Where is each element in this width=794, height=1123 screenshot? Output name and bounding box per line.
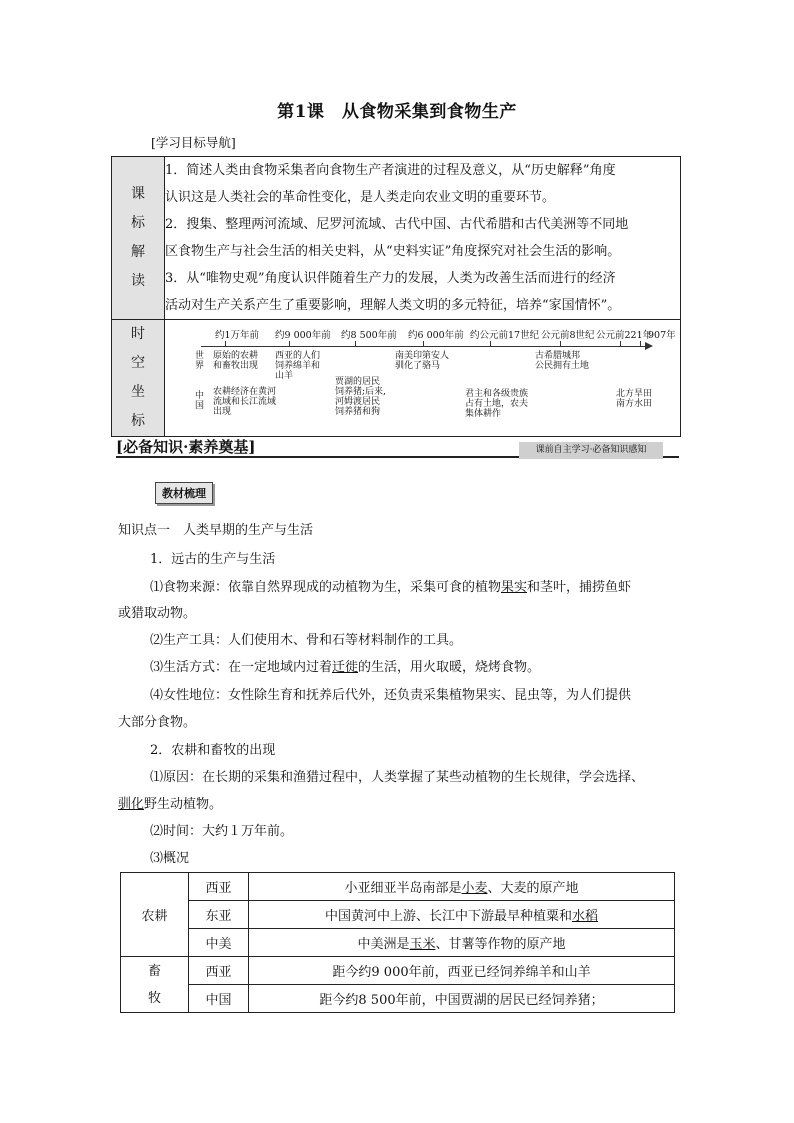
paragraph: ⑶概况 (150, 851, 190, 866)
timeline-cell (165, 320, 681, 437)
subheading: 2．农耕和畜牧的出现 (150, 743, 276, 758)
timeline-label: 约8 500年前 (341, 330, 397, 341)
timeline-label: 907年 (648, 330, 676, 341)
timeline-arrow-icon (645, 342, 653, 350)
timeline-label: 公元前8世纪 (541, 330, 595, 341)
timeline-label: 约6 000年前 (408, 330, 464, 341)
world-note: 西亚的人们 饲养绵羊和 山羊 (275, 351, 321, 381)
description-cell: 距今约8 500年前，中国贾湖的居民已经饲养猪； (249, 985, 675, 1013)
region-cell: 东亚 (189, 901, 249, 929)
china-note: 北方旱田 南方水田 (616, 389, 653, 409)
timeline-tick (355, 341, 356, 346)
subheading: 1．远古的生产与生活 (150, 552, 276, 567)
section-banner: [必备知识·素养奠基] (116, 438, 256, 456)
paragraph-cont: 或猎取动物。 (118, 606, 197, 621)
knowledge-point-heading: 知识点一 人类早期的生产与生活 (118, 523, 314, 538)
study-goal-label: [学习目标导航] (151, 135, 236, 150)
region-cell: 中国 (189, 985, 249, 1013)
timeline-label: 约9 000年前 (275, 330, 331, 341)
standard-line: 认识这是人类社会的革命性变化，是人类走向农业文明的重要环节。 (165, 190, 556, 205)
timeline-tick (560, 341, 561, 346)
curriculum-standards (165, 157, 681, 320)
description-cell: 中美洲是玉米、甘薯等作物的原产地 (249, 929, 675, 957)
china-note: 贾湖的居民 饲养猪;后来, 河姆渡居民 饲养猪和狗 (335, 377, 386, 417)
farming-category: 农耕 (121, 873, 189, 957)
timeline-label: 约公元前17世纪 (470, 330, 540, 341)
timeline-label: 公元前221年 (596, 330, 653, 341)
world-region-label: 世 界 (195, 351, 205, 371)
region-cell: 西亚 (189, 873, 249, 901)
region-cell: 西亚 (189, 957, 249, 985)
timeline-axis (201, 346, 649, 347)
table-row (121, 873, 675, 901)
timeline-tick (225, 341, 226, 346)
timeline-tick (490, 341, 491, 346)
herding-category: 畜 牧 (121, 957, 189, 1013)
objectives-table (111, 156, 681, 437)
section-tag: 课前自主学习·必备知识感知 (519, 442, 663, 459)
timeline-label: 约1万年前 (215, 330, 260, 341)
paragraph-cont: 大部分食物。 (118, 715, 197, 730)
timeline (165, 323, 680, 433)
material-heading-box: 教材梳理 (155, 482, 213, 504)
standard-line: 3．从“唯物史观”角度认识伴随着生产力的发展，人类为改善生活而进行的经济 (165, 271, 616, 286)
china-note: 君主和各级贵族 占有土地，农夫 集体耕作 (465, 389, 529, 419)
table-row (121, 957, 675, 985)
description-cell: 小亚细亚半岛南部是小麦、大麦的原产地 (249, 873, 675, 901)
farming-herding-table (120, 872, 675, 1013)
paragraph: ⑵生产工具：人们使用木、骨和石等材料制作的工具。 (150, 633, 463, 648)
region-cell: 中美 (189, 929, 249, 957)
standard-line: 活动对生产关系产生了重要影响，理解人类文明的多元特征，培养“家国情怀”。 (165, 298, 621, 313)
paragraph: ⑵时间：大约１万年前。 (150, 824, 294, 839)
standard-line: 区食物生产与社会生活的相关史料，从“史料实证”角度探究对社会生活的影响。 (165, 244, 621, 259)
paragraph: ⑴原因：在长期的采集和渔猎过程中，人类掌握了某些动植物的生长规律，学会选择、 (150, 770, 645, 785)
world-note: 南美印第安人 驯化了骆马 (395, 351, 450, 371)
page-title: 第1课 从食物采集到食物生产 (277, 102, 517, 122)
curriculum-side-label: 课 标 解 读 (112, 157, 165, 320)
paragraph: ⑶生活方式：在一定地域内过着迁徙的生活，用火取暖，烧烤食物。 (150, 660, 541, 675)
timeline-tick (640, 341, 641, 346)
paragraph: ⑷女性地位：女性除生育和抚养后代外，还负责采集植物果实、昆虫等，为人们提供 (150, 688, 632, 703)
timeline-tick (289, 341, 290, 346)
description-cell: 中国黄河中上游、长江中下游最早种植粟和水稻 (249, 901, 675, 929)
table-row (121, 929, 675, 957)
world-note: 原始的农耕 和畜牧出现 (213, 351, 259, 371)
paragraph: ⑴食物来源：依靠自然界现成的动植物为生，采集可食的植物果实和茎叶，捕捞鱼虾 (150, 580, 632, 595)
world-note: 古希腊城邦 公民拥有土地 (535, 351, 590, 371)
table-row (121, 901, 675, 929)
china-region-label: 中 国 (195, 391, 205, 411)
description-cell: 距今约9 000年前，西亚已经饲养绵羊和山羊 (249, 957, 675, 985)
standard-line: 2．搜集、整理两河流域、尼罗河流域、古代中国、古代希腊和古代美洲等不同地 (165, 217, 629, 232)
paragraph-cont: 驯化野生动植物。 (118, 797, 223, 812)
china-note: 农耕经济在黄河 流域和长江流域 出现 (213, 387, 277, 417)
timeline-side-label: 时 空 坐 标 (112, 320, 165, 437)
table-row (121, 985, 675, 1013)
timeline-tick (620, 341, 621, 346)
standard-line: 1．简述人类由食物采集者向食物生产者演进的过程及意义，从“历史解释”角度 (165, 163, 616, 178)
timeline-tick (423, 341, 424, 346)
